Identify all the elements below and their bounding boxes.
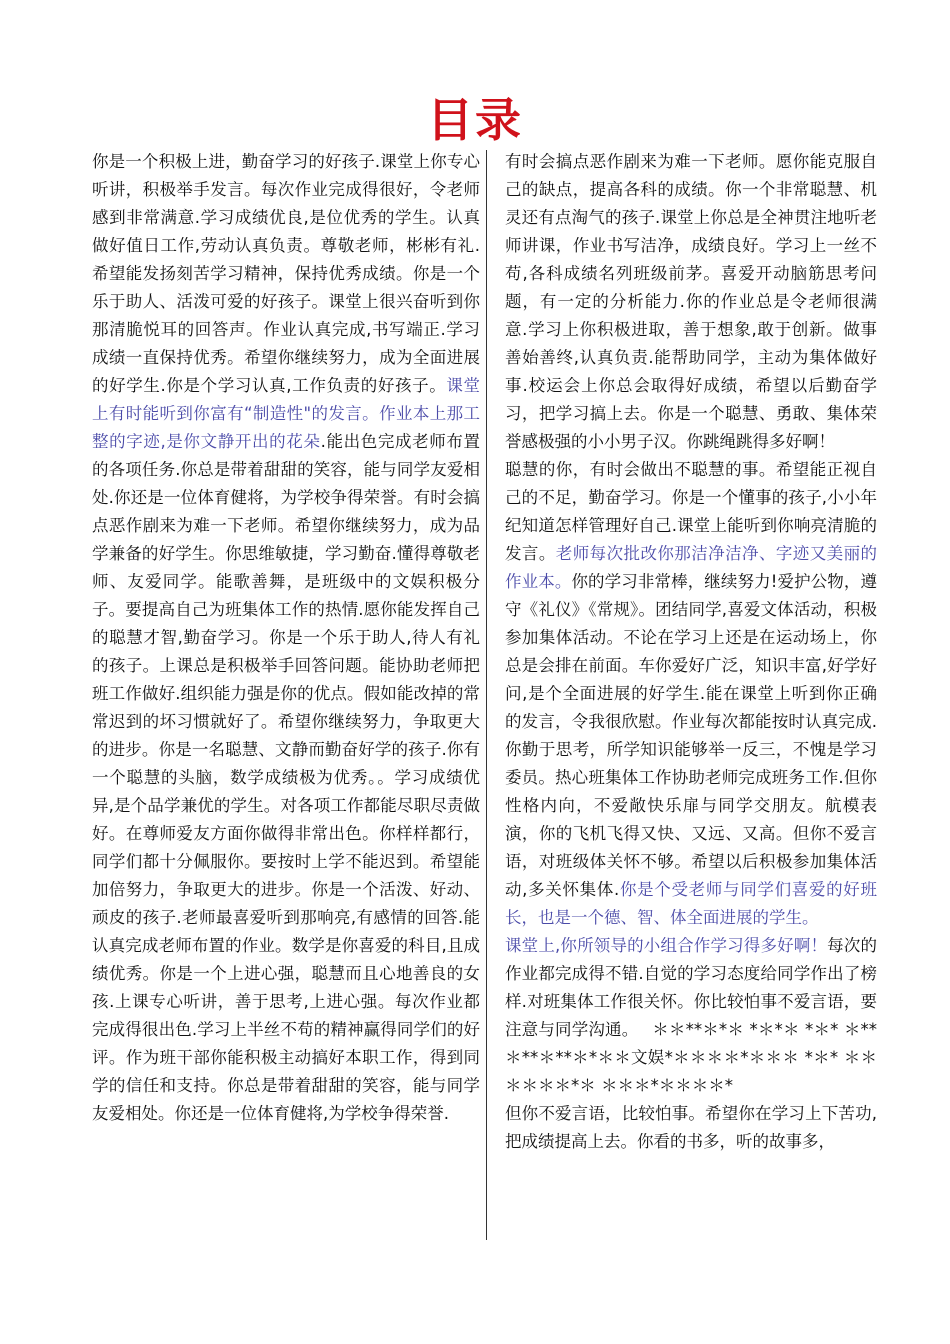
right-highlight-text-3: 课堂上,你所领导的小组合作学习得多好啊！ — [505, 936, 828, 955]
left-column — [92, 148, 480, 1128]
column-divider — [486, 150, 487, 1240]
page-title: 目录 — [427, 93, 523, 147]
right-highlight-text-1: 老师每次批改你那洁净洁净、字迹又美丽的作业本。 — [505, 544, 878, 591]
right-paragraph-3 — [505, 932, 877, 1100]
right-text-p3b: 每次的作业都完成得不错.自觉的学习态度给同学作出了榜样.对班集体工作很关怀。你比较怕事不爱言语，要注意与同学沟通。 ＊＊**＊*＊ *＊*＊ *＊* ＊**＊**＊**＊*＊＊文娱*＊＊＊＊*＊＊＊ *＊* ＊＊＊＊＊＊*＊ ＊＊＊*＊＊＊＊* — [505, 936, 877, 1095]
left-highlight-text: 课堂上有时能听到你富有“制造性"的发言。作业本上那工整的字迹,是你文静开出的花朵 — [92, 376, 480, 451]
right-text-p1: 有时会搞点恶作剧来为难一下老师。愿你能克服自己的缺点，提高各科的成绩。你一个非常聪慧、机灵还有点淘气的孩子.课堂上你总是全神贯注地听老师讲课，作业书写洁净，成绩良好。学习上一丝不苟,各科成绩名列班级前茅。喜爱开动脑筋思考问题，有一定的分析能力.你的作业总是令老师很满意.学习上你积极进取，善于想象,敢于创新。做事善始善终,认真负责.能帮助同学，主动为集体做好事.校运会上你总会取得好成绩，希望以后勤奋学习，把学习搞上去。你是一个聪慧、勇敢、集体荣誉感极强的小小男子汉。你跳绳跳得多好啊！ — [505, 152, 877, 451]
left-text-part2: .能出色完成老师布置的各项任务.你总是带着甜甜的笑容，能与同学友爱相处.你还是一位体育健将，为学校争得荣誉。有时会搞点恶作剧来为难一下老师。希望你继续努力，成为品学兼备的好学生。你思维敏捷，学习勤奋.懂得尊敬老师、友爱同学。能歌善舞，是班级中的文娱积极分子。要提高自己为班集体工作的热情.愿你能发挥自己的聪慧才智,勤奋学习。你是一个乐于助人,待人有礼的孩子。上课总是积极举手回答问题。能协助老师把班工作做好.组织能力强是你的优点。假如能改掉的常常迟到的坏习惯就好了。希望你继续努力，争取更大的进步。你是一名聪慧、文静而勤奋好学的孩子.你有一个聪慧的头脑，数学成绩极为优秀。。学习成绩优异,是个品学兼优的学生。对各项工作都能尽职尽责做好。在尊师爱友方面你做得非常出色。你样样都行，同学们都十分佩服你。要按时上学不能迟到。希望能加倍努力，争取更大的进步。你是一个活泼、好动、顽皮的孩子.老师最喜爱听到那响亮,有感情的回答.能认真完成老师布置的作业。数学是你喜爱的科目,且成绩优秀。你是一个上进心强，聪慧而且心地善良的女孩.上课专心听讲，善于思考,上进心强。每次作业都完成得很出色.学习上半丝不苟的精神赢得同学们的好评。作为班干部你能积极主动搞好本职工作，得到同学的信任和支持。你总是带着甜甜的笑容，能与同学友爱相处。你还是一位体育健将,为学校争得荣誉. — [92, 432, 480, 1123]
right-column — [505, 148, 877, 1156]
right-text-p2b: 你的学习非常棒，继续努力!爱护公物，遵守《礼仪》《常规》。团结同学,喜爱文体活动，积极参加集体活动。不论在学习上还是在运动场上，你总是会排在前面。车你爱好广泛，知识丰富,好学好问,是个全面进展的好学生.能在课堂上听到你正确的发言，令我很欣慰。作业每次都能按时认真完成.你勤于思考，所学知识能够举一反三，不愧是学习委员。热心班集体工作协助老师完成班务工作.但你性格内向，不爱敞快乐扉与同学交朋友。航模表演，你的飞机飞得又快、又远、又高。但你不爱言语，对班级体关怀不够。希望以后积极参加集体活动,多关怀集体. — [505, 572, 877, 899]
right-paragraph-1 — [505, 148, 877, 456]
right-paragraph-4 — [505, 1100, 877, 1156]
right-text-p2a: 聪慧的你，有时会做出不聪慧的事。希望能正视自己的不足，勤奋学习。你是一个懂事的孩子,小小年纪知道怎样管理好自己.课堂上能听到你响亮清脆的发言。 — [505, 460, 877, 563]
right-highlight-text-2: 你是个受老师与同学们喜爱的好班长，也是一个德、智、体全面进展的学生。 — [505, 880, 877, 927]
left-text-part1: 你是一个积极上进，勤奋学习的好孩子.课堂上你专心听讲，积极举手发言。每次作业完成得很好，令老师感到非常满意.学习成绩优良,是位优秀的学生。认真做好值日工作,劳动认真负责。尊敬老师，彬彬有礼.希望能发扬刻苦学习精神，保持优秀成绩。你是一个乐于助人、活泼可爱的好孩子。课堂上很兴奋听到你那清脆悦耳的回答声。作业认真完成,书写端正.学习成绩一直保持优秀。希望你继续努力，成为全面进展的好学生.你是个学习认真,工作负责的好孩子。 — [92, 152, 480, 395]
left-paragraph — [92, 148, 480, 1128]
right-paragraph-2 — [505, 456, 877, 932]
right-text-p4: 但你不爱言语，比较怕事。希望你在学习上下苦功,把成绩提高上去。你看的书多，听的故事多， — [505, 1104, 877, 1151]
